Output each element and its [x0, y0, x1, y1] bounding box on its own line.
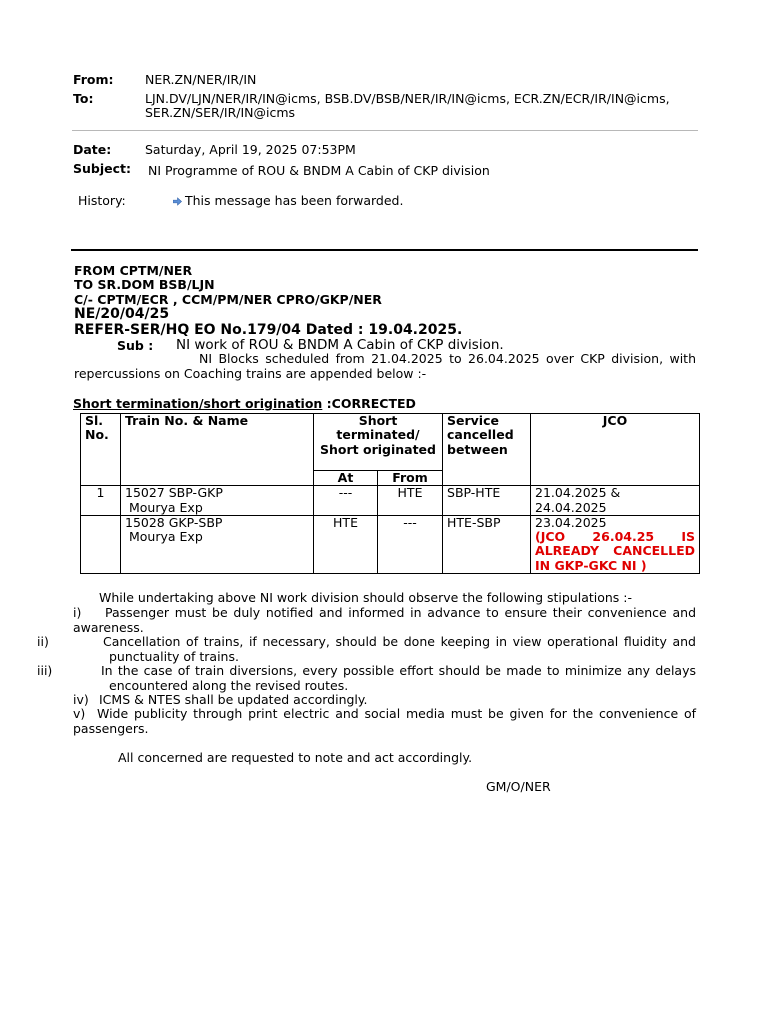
date-label: Date:: [73, 142, 112, 157]
row2-jco-line1: 23.04.2025: [535, 514, 607, 530]
intro-paragraph: [74, 352, 696, 381]
row1-jco-line2: 24.04.2025: [535, 499, 607, 515]
row2-from: ---: [378, 515, 443, 573]
stipulation-num-3: iii): [37, 663, 53, 678]
intro-line2: repercussions on Coaching trains are appended below :-: [74, 365, 427, 381]
to-label: To:: [73, 91, 94, 106]
row2-at: HTE: [314, 515, 378, 573]
row2-jco-note3: IN GKP-GKC NI ): [535, 557, 647, 573]
history-label: History:: [78, 193, 126, 208]
from-label: From:: [73, 72, 114, 87]
stipulation-item-1: [73, 606, 696, 635]
letter-ref-no: NE/20/04/25: [74, 306, 170, 322]
stipulation-item-3: [37, 663, 696, 693]
row1-train: [121, 486, 314, 516]
stipulation-num-1: i): [73, 605, 82, 620]
stipulation-text-2: Cancellation of trains, if necessary, should be done keeping in view operational fluidity and punctuality of trains.: [103, 634, 696, 664]
stipulation-num-2: ii): [37, 634, 49, 649]
row2-sl: [81, 515, 121, 573]
letter-refer: REFER-SER/HQ EO No.179/04 Dated : 19.04.2025.: [74, 322, 463, 338]
row1-from: HTE: [378, 486, 443, 516]
subject-label: Subject:: [73, 161, 131, 176]
section-suffix: :CORRECTED: [322, 396, 416, 411]
row1-jco: [531, 486, 700, 516]
letter-to: TO SR.DOM BSB/LJN: [74, 277, 215, 292]
section-title: [73, 396, 416, 411]
header-from: From: [378, 471, 443, 486]
history-value: [173, 193, 403, 208]
forward-arrow-icon: [173, 197, 182, 206]
closing-line: All concerned are requested to note and act accordingly.: [118, 750, 473, 765]
schedule-table: [80, 413, 700, 574]
row1-service: SBP-HTE: [443, 486, 531, 516]
row2-jco-note2: ALREADY CANCELLED: [535, 543, 696, 559]
stipulation-item-4: [73, 692, 367, 707]
subject-value: NI Programme of ROU & BNDM A Cabin of CKP division: [148, 163, 490, 178]
date-value: Saturday, April 19, 2025 07:53PM: [145, 142, 356, 157]
stipulation-item-2: [37, 634, 696, 664]
row2-service: HTE-SBP: [443, 515, 531, 573]
body-divider: [71, 249, 698, 251]
stipulation-text-3: In the case of train diversions, every possible effort should be made to minimize any delays encountered along the revised routes.: [101, 663, 696, 693]
row1-train-name: Mourya Exp: [129, 499, 203, 515]
row2-train: [121, 515, 314, 573]
stipulation-item-5: [73, 707, 696, 736]
history-text: This message has been forwarded.: [185, 193, 404, 208]
row1-at: ---: [314, 486, 378, 516]
from-value: NER.ZN/NER/IR/IN: [145, 72, 257, 87]
signature: GM/O/NER: [486, 779, 551, 794]
header-short: Short terminated/ Short originated: [314, 414, 443, 471]
intro-line1: NI Blocks scheduled from 21.04.2025 to 26.04.2025 over CKP division, with: [199, 351, 696, 366]
letter-subject: NI work of ROU & BNDM A Cabin of CKP division.: [176, 337, 504, 353]
stipulation-text-1: Passenger must be duly notified and informed in advance to ensure their convenience and awareness.: [73, 605, 696, 635]
section-title-text: Short termination/short origination: [73, 396, 323, 411]
row1-train-no: 15027 SBP-GKP: [125, 485, 223, 501]
letter-from: FROM CPTM/NER: [74, 263, 193, 278]
letter-sub-label: Sub :: [117, 338, 154, 353]
header-at: At: [314, 471, 378, 486]
table-row: [81, 515, 700, 573]
stipulation-text-5: Wide publicity through print electric and social media must be given for the convenience of passengers.: [73, 706, 696, 736]
to-value-line2: SER.ZN/SER/IR/IN@icms: [145, 105, 296, 120]
row1-jco-line1: 21.04.2025 &: [535, 485, 621, 501]
header-sl: Sl. No.: [81, 414, 121, 486]
row2-jco: [531, 515, 700, 573]
stipulation-num-4: iv): [73, 692, 89, 707]
header-divider: [72, 130, 698, 131]
to-value-line1: LJN.DV/LJN/NER/IR/IN@icms, BSB.DV/BSB/NER/IR/IN@icms, ECR.ZN/ECR/IR/IN@icms,: [145, 91, 670, 106]
header-train: Train No. & Name: [121, 414, 314, 486]
stipulations-intro: While undertaking above NI work division should observe the following stipulations :-: [99, 590, 633, 605]
stipulation-num-5: v): [73, 706, 86, 721]
row2-train-no: 15028 GKP-SBP: [125, 514, 223, 530]
row2-train-name: Mourya Exp: [129, 529, 203, 545]
table-header-row: [81, 414, 700, 471]
row1-sl: 1: [81, 486, 121, 516]
letter-copy: C/- CPTM/ECR , CCM/PM/NER CPRO/GKP/NER: [74, 292, 382, 307]
header-service: Service cancelled between: [443, 414, 531, 486]
row2-jco-note1: (JCO 26.04.25 IS: [535, 529, 696, 545]
header-jco: JCO: [531, 414, 700, 486]
table-row: [81, 486, 700, 516]
stipulation-text-4: ICMS & NTES shall be updated accordingly.: [99, 692, 368, 707]
